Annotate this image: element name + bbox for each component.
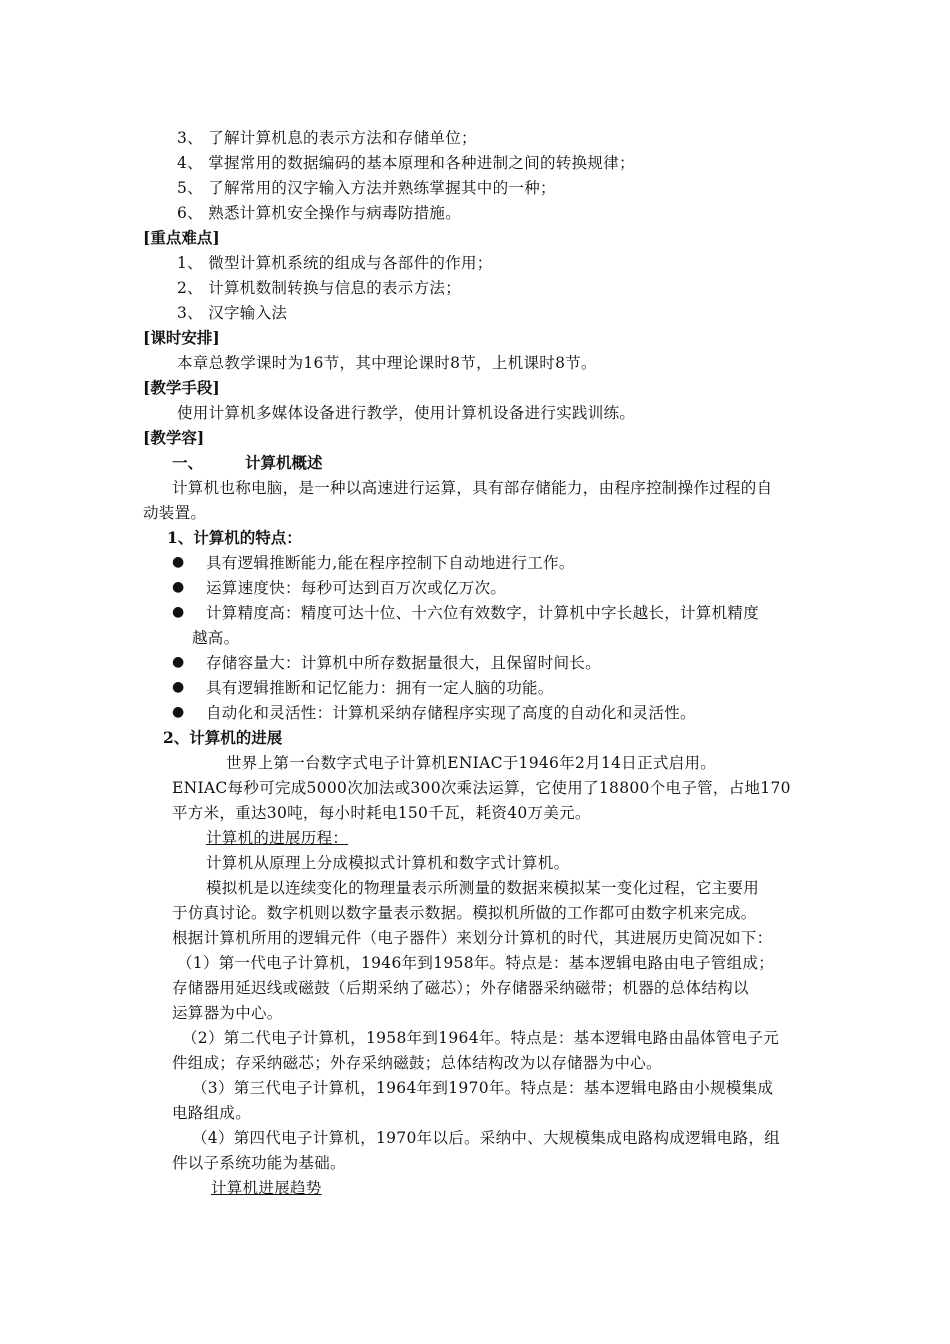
key-points-heading: [重点难点] bbox=[143, 228, 220, 247]
generation-1-cont: 运算器为中心。 bbox=[172, 1004, 283, 1022]
paragraph: 根据计算机所用的逻辑元件（电子器件）来划分计算机的时代，其进展历史简况如下： bbox=[172, 929, 773, 947]
paragraph: 计算机从原理上分成模拟式计算机和数字式计算机。 bbox=[206, 854, 570, 872]
generation-2-cont: 件组成；存采纳磁芯；外存采纳磁鼓；总体结构改为以存储器为中心。 bbox=[172, 1054, 662, 1072]
feature-item-cont: 越高。 bbox=[192, 629, 240, 647]
trend-link[interactable]: 计算机进展趋势 bbox=[211, 1179, 322, 1197]
feature-item: 具有逻辑推断和记忆能力：拥有一定人脑的功能。 bbox=[206, 679, 554, 697]
generation-1: （1）第一代电子计算机，1946年到1958年。特点是：基本逻辑电路由电子管组成； bbox=[177, 954, 775, 972]
methods-heading: [教学手段] bbox=[143, 378, 220, 397]
intro-text-cont: 动装置。 bbox=[143, 504, 207, 522]
feature-item: 计算精度高：精度可达十位、十六位有效数字，计算机中字长越长，计算机精度 bbox=[206, 604, 760, 622]
methods-text: 使用计算机多媒体设备进行教学，使用计算机设备进行实践训练。 bbox=[177, 404, 636, 422]
bullet-icon: ● bbox=[172, 604, 185, 620]
objective-item: 4、 掌握常用的数据编码的基本原理和各种进制之间的转换规律； bbox=[177, 154, 635, 172]
features-title: 1、计算机的特点： bbox=[167, 528, 302, 547]
paragraph: 模拟机是以连续变化的物理量表示所测量的数据来模拟某一变化过程，它主要用 bbox=[206, 879, 760, 897]
bullet-icon: ● bbox=[172, 679, 185, 695]
feature-item: 存储容量大：计算机中所存数据量很大，且保留时间长。 bbox=[206, 654, 602, 672]
objective-item: 3、 了解计算机息的表示方法和存储单位； bbox=[177, 129, 477, 147]
feature-item: 自动化和灵活性：计算机采纳存储程序实现了高度的自动化和灵活性。 bbox=[206, 704, 696, 722]
bullet-icon: ● bbox=[172, 579, 185, 595]
generation-4: （4）第四代电子计算机，1970年以后。采纳中、大规模集成电路构成逻辑电路，组 bbox=[192, 1129, 781, 1147]
feature-item: 运算速度快：每秒可达到百万次或亿万次。 bbox=[206, 579, 507, 597]
key-point-item: 1、 微型计算机系统的组成与各部件的作用； bbox=[177, 254, 493, 272]
generation-3: （3）第三代电子计算机，1964年到1970年。特点是：基本逻辑电路由小规模集成 bbox=[192, 1079, 774, 1097]
eniac-text: 世界上第一台数字式电子计算机ENIAC于1946年2月14日正式启用。 bbox=[226, 754, 717, 772]
content-heading: [教学容] bbox=[143, 428, 205, 447]
schedule-heading: [课时安排] bbox=[143, 328, 220, 347]
key-point-item: 3、 汉字输入法 bbox=[177, 304, 288, 322]
bullet-icon: ● bbox=[172, 654, 185, 670]
generation-3-cont: 电路组成。 bbox=[172, 1104, 252, 1122]
eniac-text: ENIAC每秒可完成5000次加法或300次乘法运算，它使用了18800个电子管，占地170 bbox=[172, 779, 791, 797]
eniac-text: 平方米，重达30吨，每小时耗电150千瓦，耗资40万美元。 bbox=[172, 804, 591, 822]
paragraph: 于仿真讨论。数字机则以数字量表示数据。模拟机所做的工作都可由数字机来完成。 bbox=[172, 904, 757, 922]
history-link[interactable]: 计算机的进展历程： bbox=[206, 829, 349, 847]
intro-text: 计算机也称电脑，是一种以高速进行运算，具有部存储能力，由程序控制操作过程的自 bbox=[172, 479, 773, 497]
bullet-icon: ● bbox=[172, 554, 185, 570]
schedule-text: 本章总教学课时为16节，其中理论课时8节，上机课时8节。 bbox=[177, 354, 597, 372]
section-title: 计算机概述 bbox=[245, 453, 323, 472]
key-point-item: 2、 计算机数制转换与信息的表示方法； bbox=[177, 279, 461, 297]
generation-2: （2）第二代电子计算机，1958年到1964年。特点是：基本逻辑电路由晶体管电子元 bbox=[182, 1029, 780, 1047]
bullet-icon: ● bbox=[172, 704, 185, 720]
feature-item: 具有逻辑推断能力,能在程序控制下自动地进行工作。 bbox=[206, 554, 575, 572]
generation-1-cont: 存储器用延迟线或磁鼓（后期采纳了磁芯）；外存储器采纳磁带；机器的总体结构以 bbox=[172, 979, 749, 997]
progress-title: 2、计算机的进展 bbox=[163, 728, 283, 747]
objective-item: 6、 熟悉计算机安全操作与病毒防措施。 bbox=[177, 204, 461, 222]
section-number: 一、 bbox=[172, 453, 204, 472]
objective-item: 5、 了解常用的汉字输入方法并熟练掌握其中的一种； bbox=[177, 179, 556, 197]
generation-4-cont: 件以子系统功能为基础。 bbox=[172, 1154, 346, 1172]
